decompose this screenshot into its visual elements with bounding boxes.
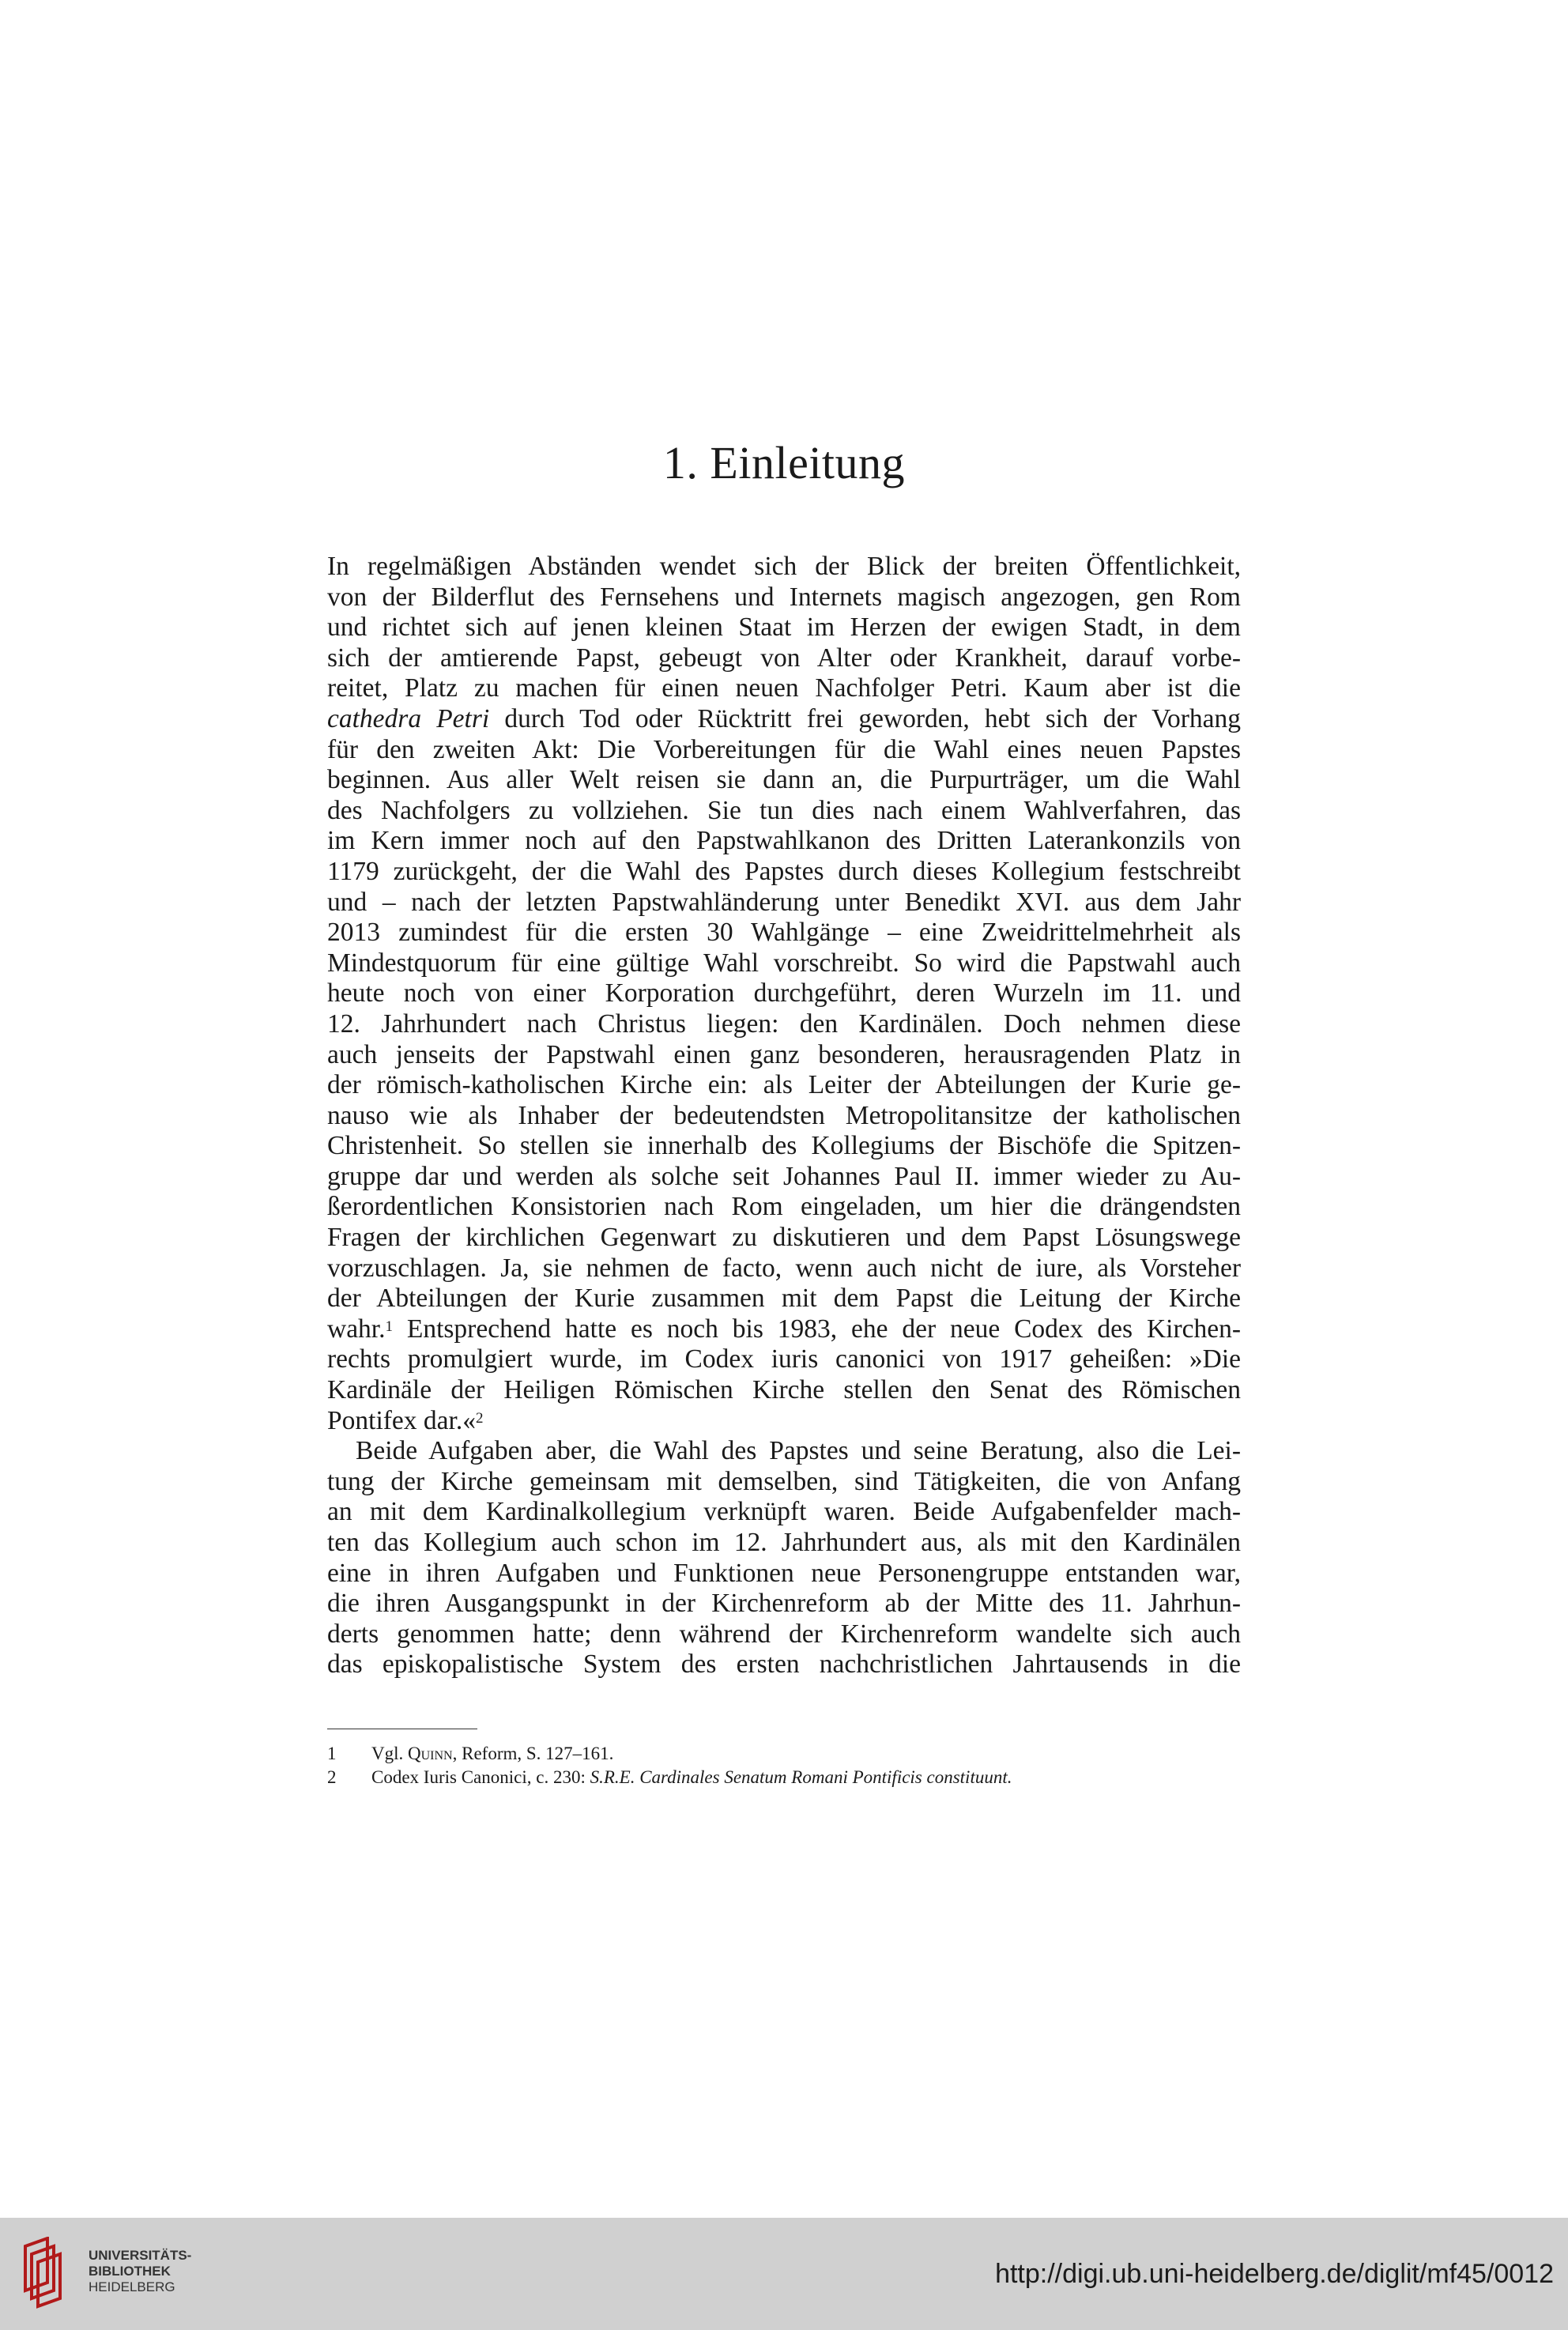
footnote-ref-2[interactable]: 2 xyxy=(475,1409,484,1427)
text-line: Christenheit. So stellen sie innerhalb des Kollegiums der Bischöfe die Spitzen- xyxy=(327,1131,1241,1161)
text-line xyxy=(327,704,1241,735)
footnote-number: 2 xyxy=(327,1767,337,1787)
text-line: nauso wie als Inhaber der bedeutendsten Metropolitansitze der katholischen xyxy=(327,1100,1241,1130)
library-logo-text xyxy=(89,2248,191,2295)
footnote-author: Quinn xyxy=(408,1744,453,1763)
footnote-suffix: , Reform, S. 127–161. xyxy=(452,1744,614,1763)
text-line: und richtet sich auf jenen kleinen Staat im Herzen der ewigen Stadt, in dem xyxy=(327,613,1241,643)
text-line: von der Bilderflut des Fernsehens und Internets magisch angezogen, gen Rom xyxy=(327,582,1241,612)
text-line: für den zweiten Akt: Die Vorbereitungen für die Wahl eines neuen Papstes xyxy=(327,734,1241,764)
text-line: 2013 zumindest für die ersten 30 Wahlgänge – eine Zweidrittelmehrheit als xyxy=(327,918,1241,948)
text-line: und – nach der letzten Papstwahländerung unter Benedikt XVI. aus dem Jahr xyxy=(327,887,1241,917)
logo-line: HEIDELBERG xyxy=(89,2279,175,2294)
text-line: In regelmäßigen Abständen wendet sich der Blick der breiten Öffentlichkeit, xyxy=(327,552,1241,581)
footnote-text xyxy=(371,1742,613,1766)
footnote-prefix: Codex Iuris Canonici, c. 230: xyxy=(371,1767,590,1787)
text-line: Fragen der kirchlichen Gegenwart zu diskutieren und dem Papst Lösungswege xyxy=(327,1223,1241,1253)
footnote-prefix: Vgl. xyxy=(371,1744,408,1763)
body-text xyxy=(327,552,1241,1680)
line-start: wahr. xyxy=(327,1314,386,1344)
text-line: beginnen. Aus aller Welt reisen sie dann an, die Purpurträger, um die Wahl xyxy=(327,765,1241,795)
text-line: Kardinäle der Heiligen Römischen Kirche stellen den Senat des Römischen xyxy=(327,1375,1241,1405)
text-line: des Nachfolgers zu vollziehen. Sie tun dies nach einem Wahlverfahren, das xyxy=(327,795,1241,825)
footnotes xyxy=(327,1742,1241,1789)
text-line: ten das Kollegium auch schon im 12. Jahrhundert aus, als mit den Kardinälen xyxy=(327,1528,1241,1557)
logo-line: UNIVERSITÄTS- xyxy=(89,2248,192,2263)
line-rest: durch Tod oder Rücktritt frei geworden, hebt sich der Vorhang xyxy=(489,703,1241,733)
text-line: auch jenseits der Papstwahl einen ganz besonderen, herausragenden Platz in xyxy=(327,1039,1241,1069)
text-line: 1179 zurückgeht, der die Wahl des Papstes durch dieses Kollegium festschreibt xyxy=(327,856,1241,886)
text-line: im Kern immer noch auf den Papstwahlkanon des Dritten Laterankonzils von xyxy=(327,826,1241,856)
logo-line: BIBLIOTHEK xyxy=(89,2264,171,2279)
library-logo-icon xyxy=(21,2237,68,2311)
footnote-italic: S.R.E. Cardinales Senatum Romani Pontificis constituunt. xyxy=(590,1767,1012,1787)
text-line: Mindestquorum für eine gültige Wahl vorschreibt. So wird die Papstwahl auch xyxy=(327,948,1241,978)
text-line: reitet, Platz zu machen für einen neuen Nachfolger Petri. Kaum aber ist die xyxy=(327,673,1241,703)
line-rest: Entsprechend hatte es noch bis 1983, ehe der neue Codex des Kirchen- xyxy=(393,1314,1241,1344)
line-start: Pontifex dar.« xyxy=(327,1405,476,1435)
text-line: das episkopalistische System des ersten nachchristlichen Jahrtausends in die xyxy=(327,1649,1241,1680)
chapter-title: 1. Einleitung xyxy=(662,437,906,488)
text-line xyxy=(327,1314,1241,1345)
text-line: eine in ihren Aufgaben und Funktionen neue Personengruppe entstanden war, xyxy=(327,1558,1241,1588)
footer-band xyxy=(0,2218,1568,2330)
footnote-number: 1 xyxy=(327,1744,337,1763)
text-line: der Abteilungen der Kurie zusammen mit dem Papst die Leitung der Kirche xyxy=(327,1284,1241,1314)
text-line: vorzuschlagen. Ja, sie nehmen de facto, wenn auch nicht de iure, als Vorsteher xyxy=(327,1253,1241,1283)
footnote-text xyxy=(371,1766,1012,1789)
text-line: die ihren Ausgangspunkt in der Kirchenreform ab der Mitte des 11. Jahrhun- xyxy=(327,1589,1241,1619)
text-line: heute noch von einer Korporation durchgeführt, deren Wurzeln im 11. und xyxy=(327,978,1241,1009)
text-line: an mit dem Kardinalkollegium verknüpft waren. Beide Aufgabenfelder mach- xyxy=(327,1497,1241,1527)
footnote-ref-1[interactable]: 1 xyxy=(385,1318,393,1335)
text-line: der römisch-katholischen Kirche ein: als Leiter der Abteilungen der Kurie ge- xyxy=(327,1070,1241,1100)
footnote xyxy=(327,1766,1241,1789)
source-url[interactable]: http://digi.ub.uni-heidelberg.de/diglit/mf45/0012 xyxy=(995,2259,1554,2289)
text-line: derts genommen hatte; denn während der Kirchenreform wandelte sich auch xyxy=(327,1619,1241,1649)
text-line: 12. Jahrhundert nach Christus liegen: den Kardinälen. Doch nehmen diese xyxy=(327,1009,1241,1039)
text-line xyxy=(327,1406,1241,1437)
text-line: gruppe dar und werden als solche seit Johannes Paul II. immer wieder zu Au- xyxy=(327,1161,1241,1191)
footnote xyxy=(327,1742,1241,1766)
text-line: tung der Kirche gemeinsam mit demselben, sind Tätigkeiten, die von Anfang xyxy=(327,1466,1241,1496)
text-line: Beide Aufgaben aber, die Wahl des Papstes und seine Beratung, also die Lei- xyxy=(356,1436,1241,1466)
italic-phrase: cathedra Petri xyxy=(327,703,490,733)
text-line: rechts promulgiert wurde, im Codex iuris canonici von 1917 geheißen: »Die xyxy=(327,1344,1241,1374)
text-line: ßerordentlichen Konsistorien nach Rom eingeladen, um hier die drängendsten xyxy=(327,1192,1241,1222)
text-line: sich der amtierende Papst, gebeugt von Alter oder Krankheit, darauf vorbe- xyxy=(327,643,1241,673)
